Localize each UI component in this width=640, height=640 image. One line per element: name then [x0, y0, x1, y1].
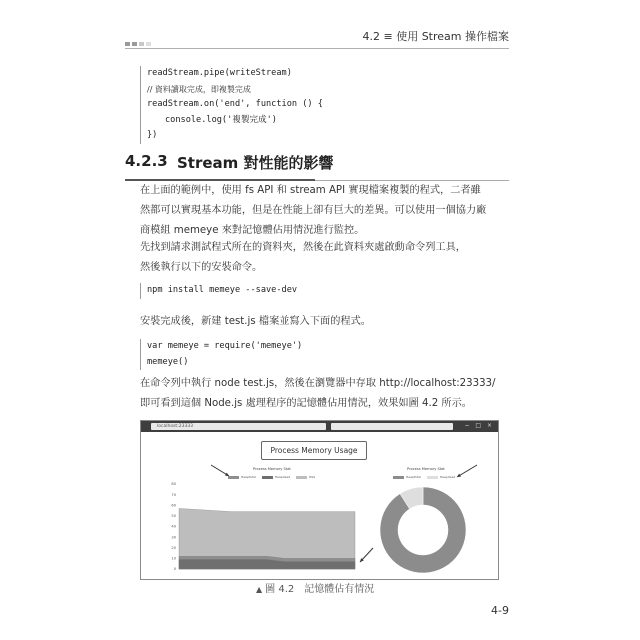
code-line: memeye(): [147, 356, 189, 367]
legend-item: RSS: [296, 475, 315, 479]
legend-item: HeapTotal: [228, 475, 256, 479]
legend-item: HeapUsed: [427, 475, 455, 479]
y-tick-label: 0: [173, 567, 176, 572]
code-block-npm-install: [140, 283, 487, 299]
code-block-pipe: [140, 66, 487, 144]
figure-browser-screenshot: [140, 420, 499, 580]
left-chart-title: Process Memory Stat: [253, 467, 291, 471]
code-line: console.log('複製完成'): [165, 114, 277, 125]
y-tick-label: 20: [171, 545, 176, 550]
page-number: 4-9: [491, 604, 509, 617]
y-tick-label: 30: [171, 535, 176, 540]
code-line: var memeye = require('memeye'): [147, 341, 303, 351]
code-block-memeye: [140, 339, 487, 370]
code-comment: // 資料讀取完成，即複製完成: [147, 84, 251, 94]
legend-item: HeapTotal: [393, 475, 421, 479]
y-tick-label: 60: [171, 503, 176, 508]
y-tick-label: 50: [171, 514, 176, 519]
header-ornament: [125, 42, 151, 46]
header-rule: [125, 48, 509, 49]
browser-url-field: localhost:23333: [151, 423, 326, 430]
paragraph-create-test: 安裝完成後，新建 test.js 檔案並寫入下面的程式。: [140, 316, 371, 327]
paragraph-intro: 在上面的範例中，使用 fs API 和 stream API 實現檔案複製的程式，二者雖 然都可以實現基本功能，但是在性能上卻有巨大的差異。可以使用一個協力廠 商模組 memeye 來對記憶體佔用情況進行監控。: [140, 185, 487, 236]
right-chart-title: Process Memory Stat: [407, 467, 445, 471]
y-tick-label: 80: [171, 482, 176, 487]
y-tick-label: 40: [171, 524, 176, 529]
figure-caption-text: 圖 4.2 記憶體佔有情況: [265, 584, 375, 595]
paragraph-run-node: 在命令列中執行 node test.js，然後在瀏覽器中存取 http://localhost:23333/ 即可看到這個 Node.js 處理程序的記憶體佔用情況，效果如圖 4.2 所示。: [140, 378, 496, 409]
y-tick-label: 70: [171, 492, 176, 497]
memory-charts: [141, 421, 498, 579]
figure-caption: [256, 580, 374, 595]
code-line: readStream.pipe(writeStream): [147, 68, 292, 78]
section-title: Stream 對性能的影響: [177, 154, 334, 172]
running-header-title: 4.2 ≡ 使用 Stream 操作檔案: [362, 30, 509, 43]
section-heading: [125, 152, 509, 181]
legend-item: HeapUsed: [262, 475, 290, 479]
code-line: readStream.on('end', function () {: [147, 99, 323, 109]
paragraph-install-steps: 先找到請求測試程式所在的資料夾，然後在此資料夾處啟動命令列工具， 然後執行以下的安裝命令。: [140, 242, 466, 273]
code-line: }): [147, 130, 158, 140]
window-controls-icon: − □ ×: [464, 422, 494, 429]
y-tick-label: 10: [171, 556, 176, 561]
code-line: npm install memeye --save-dev: [147, 285, 298, 295]
section-number: 4.2.3: [125, 152, 168, 170]
process-memory-usage-heading: Process Memory Usage: [261, 441, 367, 460]
caption-triangle-icon: ▲: [256, 585, 263, 594]
